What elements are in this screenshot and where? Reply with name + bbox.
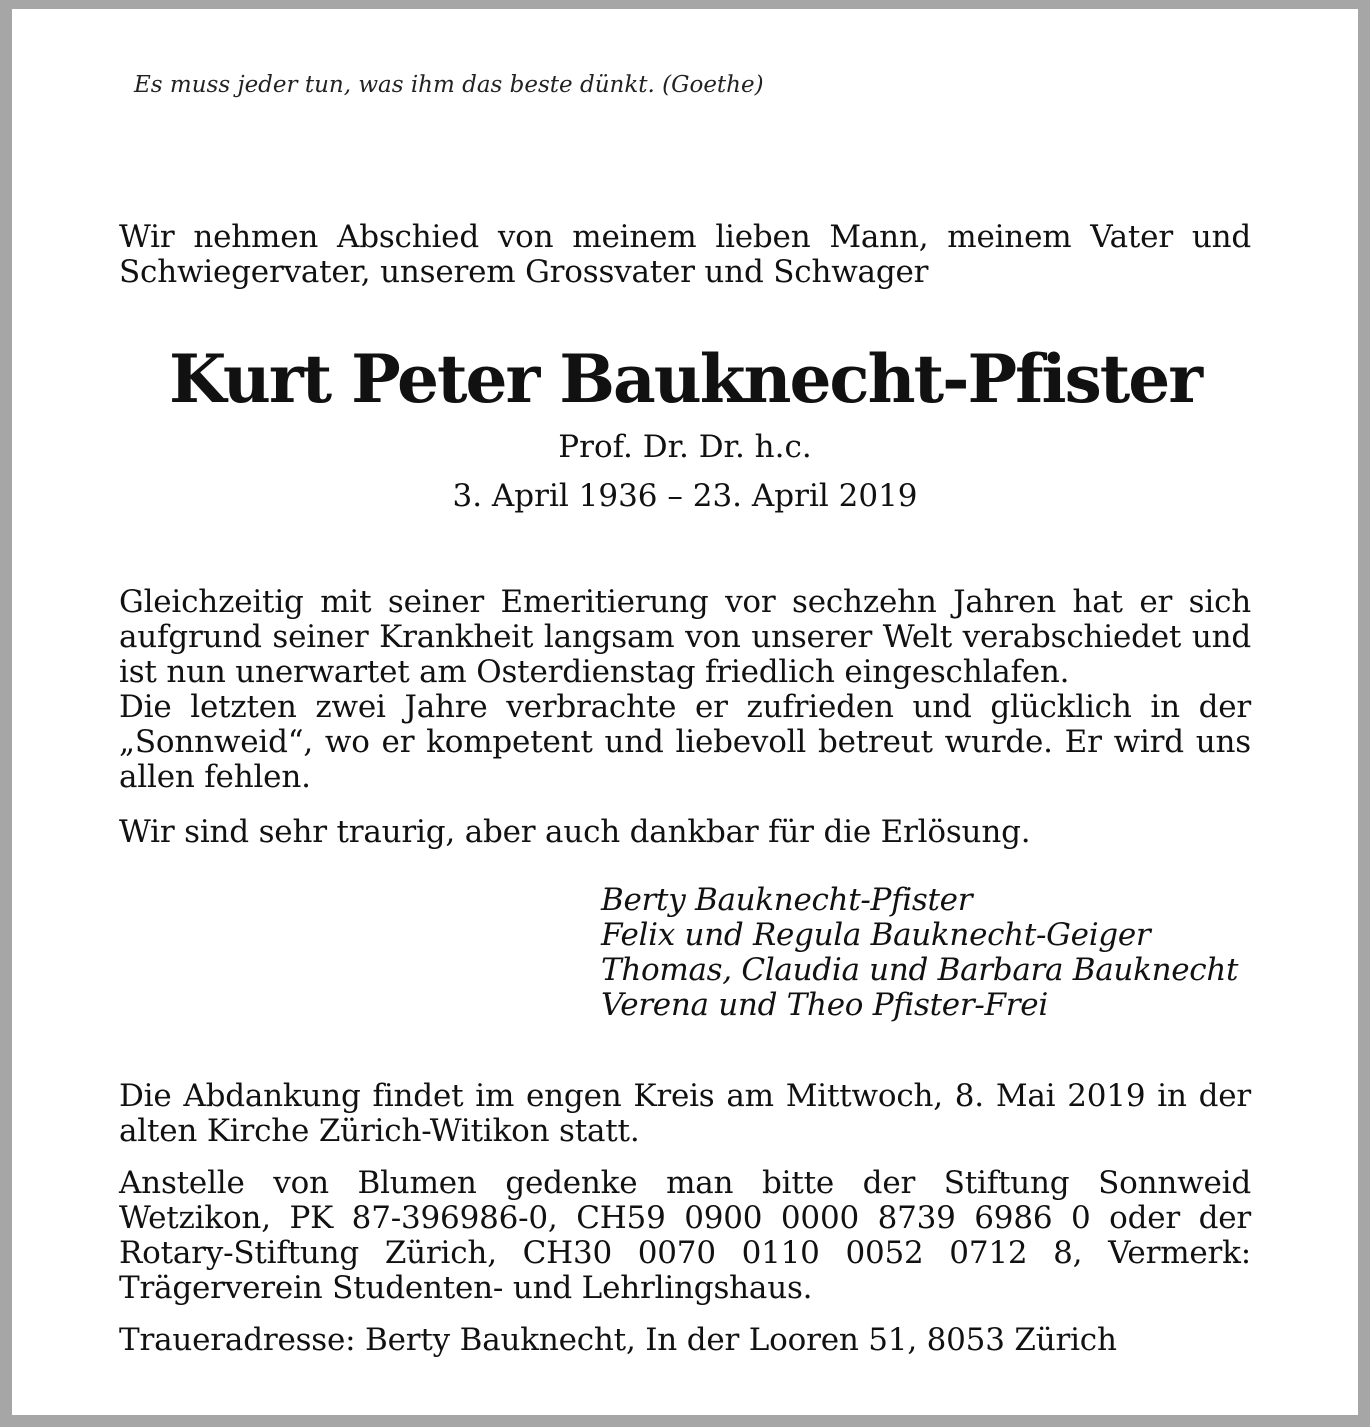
biography [119, 585, 1251, 795]
signer: Thomas, Claudia und Barbara Bauknecht [601, 952, 1239, 988]
signer: Berty Bauknecht-Pfister [601, 882, 973, 918]
gratitude-line: Wir sind sehr traurig, aber auch dankbar für die Erlösung. [119, 814, 1031, 850]
mourning-address: Traueradresse: Berty Bauknecht, In der Looren 51, 8053 Zürich [119, 1322, 1117, 1358]
biography-paragraph-1: Gleichzeitig mit seiner Emeritierung vor sechzehn Jahren hat er sich aufgrund seiner Krankheit langsam von unserer Welt verabschiedet und ist nun unerwartet am Osterdienstag friedlich eingeschlafen. [119, 584, 1251, 690]
obituary-page [12, 9, 1358, 1415]
intro-text: Wir nehmen Abschied von meinem lieben Mann, meinem Vater und Schwiegervater, unserem Grossvater und Schwager [119, 219, 1251, 290]
donation-notice: Anstelle von Blumen gedenke man bitte der Stiftung Sonnweid Wetzikon, PK 87-396986-0, CH59 0900 0000 8739 6986 0 oder der Rotary-Stiftung Zürich, CH30 0070 0110 0052 0712 8, Vermerk: Trägerverein Studenten- und Lehrlingshaus. [119, 1165, 1251, 1306]
signer: Felix und Regula Bauknecht-Geiger [601, 917, 1151, 953]
academic-title: Prof. Dr. Dr. h.c. [558, 429, 812, 465]
signer: Verena und Theo Pfister-Frei [601, 987, 1048, 1023]
life-dates: 3. April 1936 – 23. April 2019 [452, 478, 918, 514]
goethe-quote: Es muss jeder tun, was ihm das beste dünkt. (Goethe) [134, 72, 764, 98]
deceased-name: Kurt Peter Bauknecht-Pfister [168, 340, 1201, 418]
signers-list [601, 883, 1238, 1023]
biography-paragraph-2: Die letzten zwei Jahre verbrachte er zufrieden und glücklich in der „Sonnweid“, wo er kompetent und liebevoll betreut wurde. Er wird uns allen fehlen. [119, 689, 1251, 795]
ceremony-notice: Die Abdankung findet im engen Kreis am Mittwoch, 8. Mai 2019 in der alten Kirche Zürich-Witikon statt. [119, 1078, 1251, 1149]
